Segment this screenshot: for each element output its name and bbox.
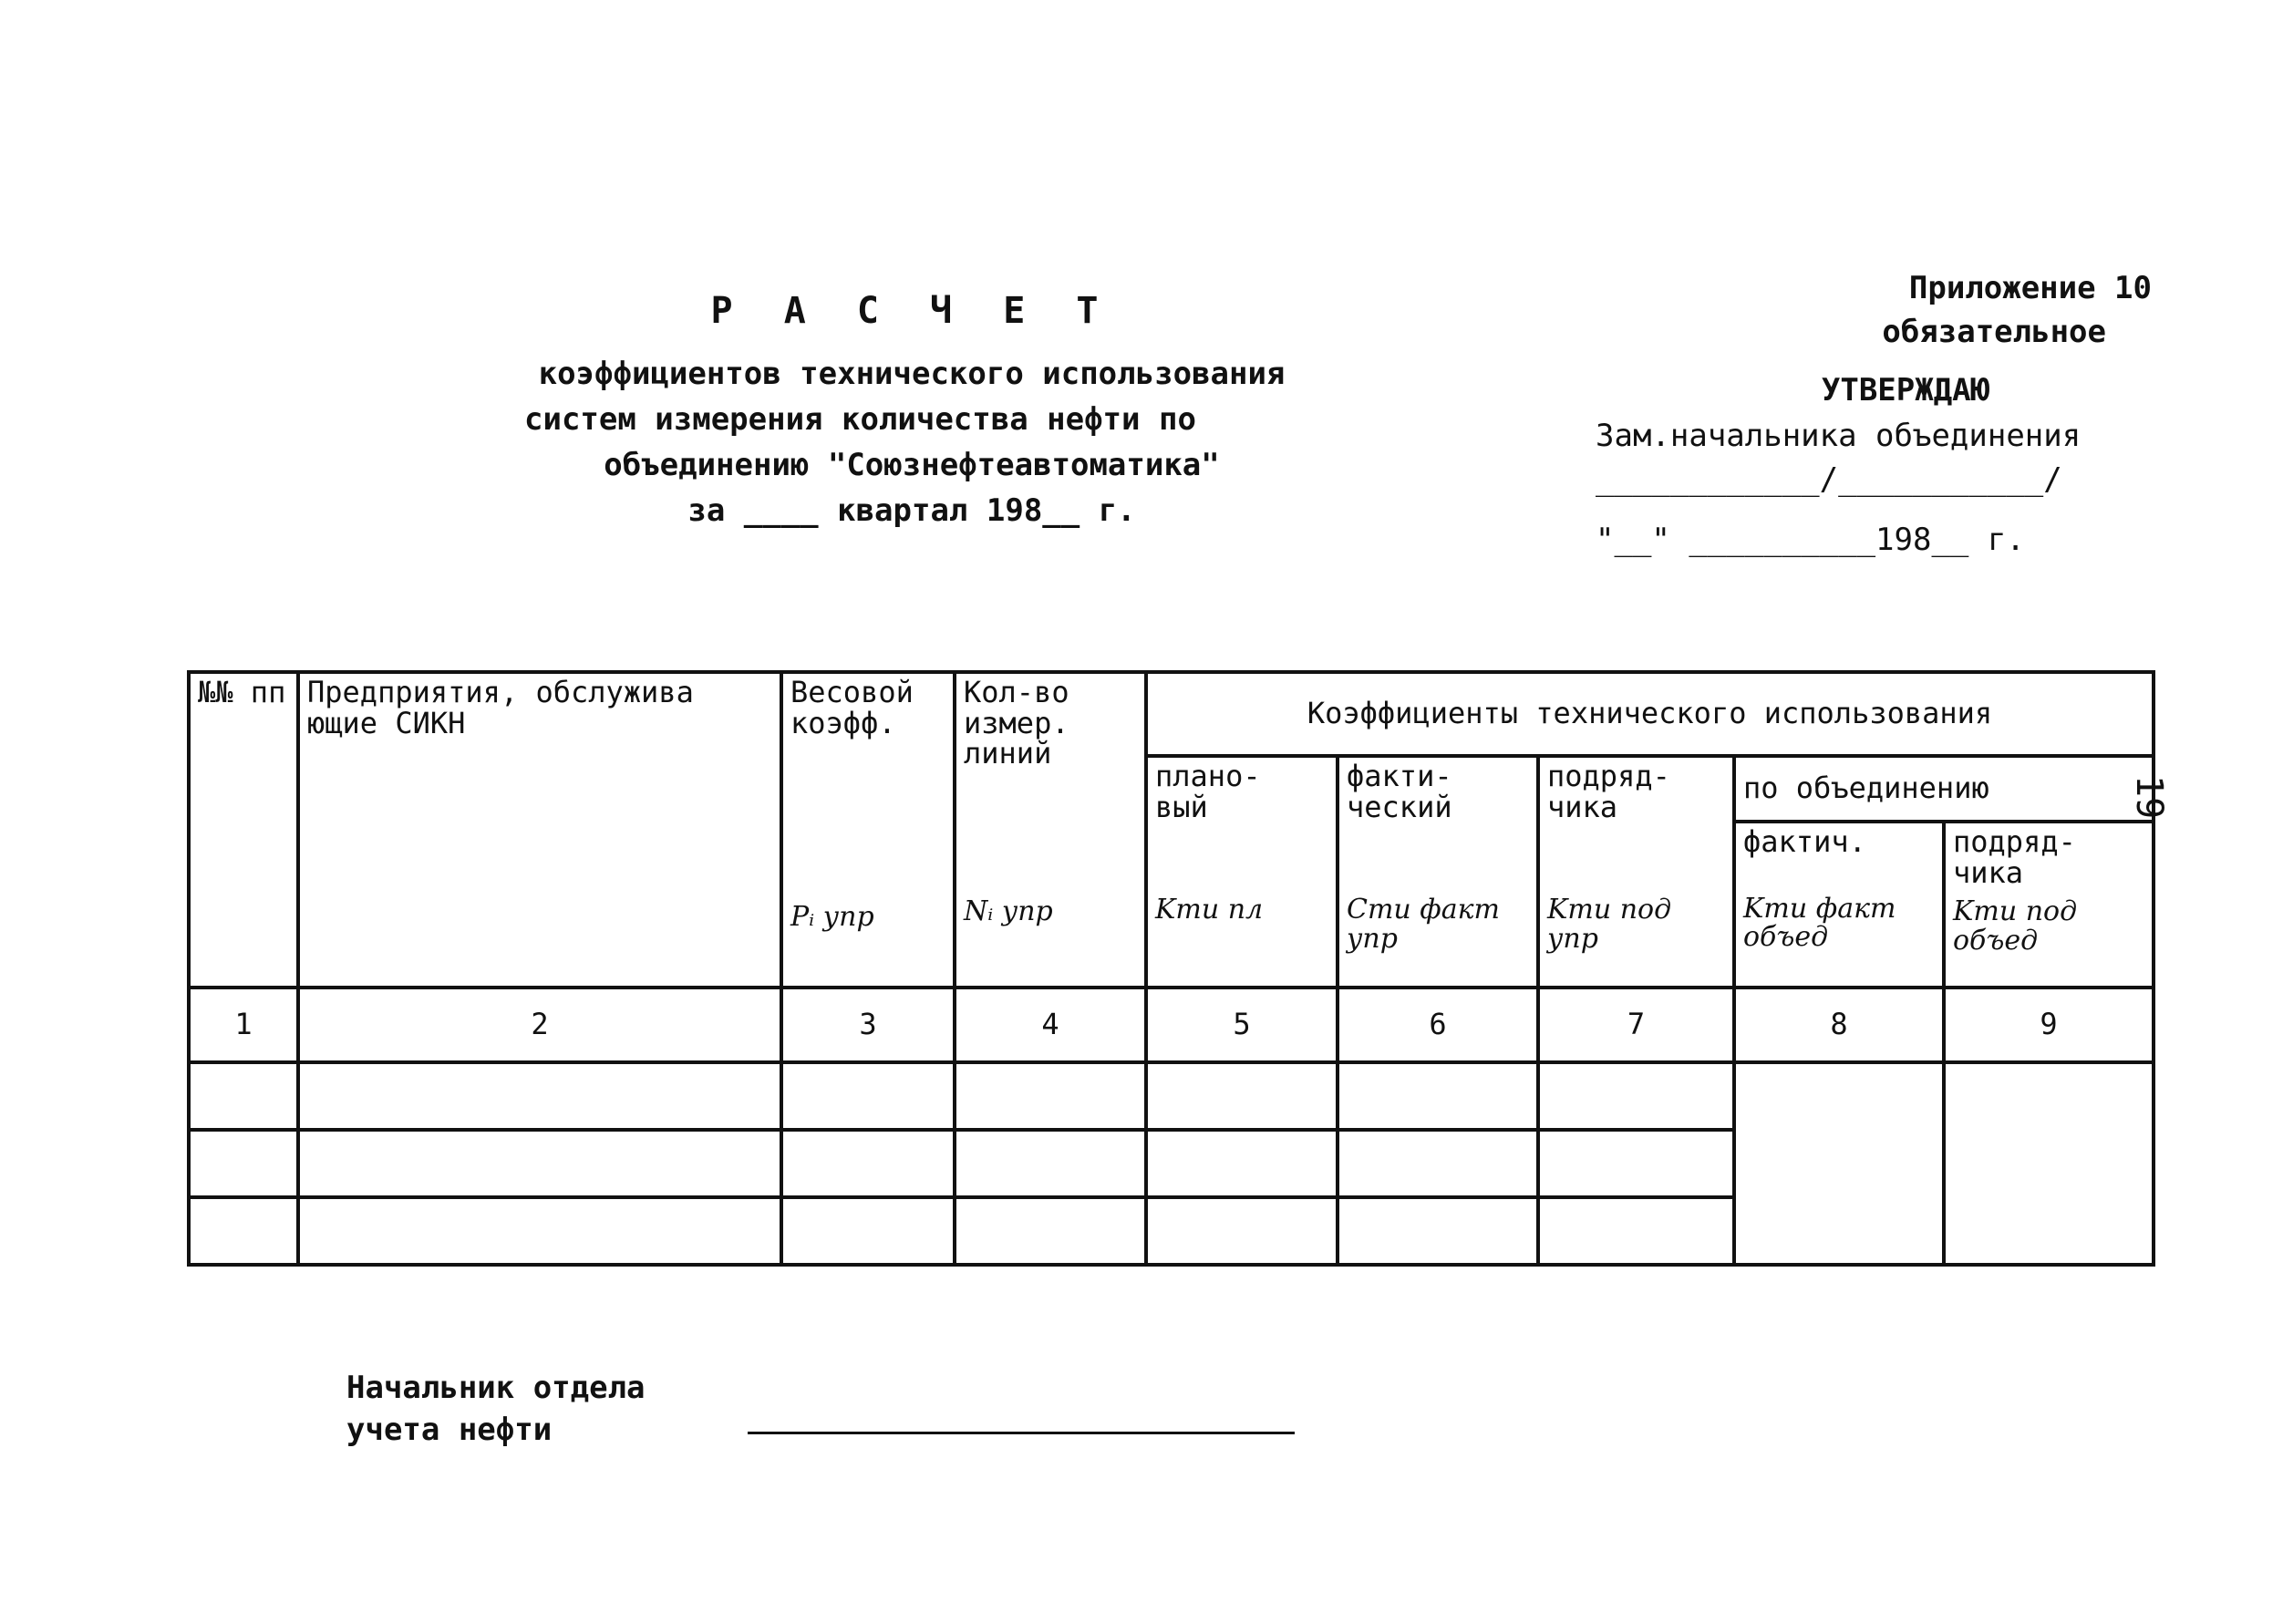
document-title: Р А С Ч Е Т	[710, 290, 1113, 332]
column-number-3: 3	[781, 988, 955, 1062]
table-cell	[1538, 1062, 1734, 1130]
header-contractor: подряд- чика Kти под упр	[1538, 756, 1734, 988]
approve-label: УТВЕРЖДАЮ	[1821, 372, 1990, 409]
column-number-5: 5	[1146, 988, 1338, 1062]
approval-date-line: "__" __________198__ г.	[1596, 522, 2025, 558]
subtitle-line-3: объединению "Союзнефтеавтоматика"	[604, 447, 1220, 483]
table-cell	[1146, 1197, 1338, 1265]
table-row	[189, 1062, 2154, 1130]
table-cell	[1538, 1130, 1734, 1197]
column-number-8: 8	[1734, 988, 1944, 1062]
header-enterprises: Предприятия, обслужива ющие СИКН	[298, 672, 781, 988]
table-cell	[781, 1197, 955, 1265]
table-cell	[1538, 1197, 1734, 1265]
table-cell	[189, 1062, 298, 1130]
approver-signature-line: ____________/___________/	[1596, 461, 2062, 498]
symbol-contractor: Kти под упр	[1547, 894, 1672, 955]
symbol-weight: Pᵢ упр	[790, 901, 874, 934]
table-cell	[1146, 1130, 1338, 1197]
column-number-9: 9	[1944, 988, 2154, 1062]
signatory-title: Начальник отдела учета нефти	[346, 1370, 646, 1448]
page-number: 19	[2128, 775, 2170, 820]
table-cell	[781, 1062, 955, 1130]
table-cell	[1338, 1062, 1538, 1130]
table-cell	[298, 1197, 781, 1265]
header-association-contractor: подряд- чика Kти под объед	[1944, 822, 2154, 988]
appendix-mandatory: обязательное	[1882, 314, 2106, 350]
table-cell	[955, 1130, 1146, 1197]
subtitle-line-4: за ____ квартал 198__ г.	[687, 492, 1136, 529]
symbol-actual: Cти факт упр	[1347, 894, 1500, 955]
header-actual: факти- ческий Cти факт упр	[1338, 756, 1538, 988]
signatory-signature-line	[748, 1432, 1295, 1434]
approver-title: Зам.начальника объединения	[1596, 418, 2082, 454]
header-line-count: Кол-во измер. линий Nᵢ упр	[955, 672, 1146, 988]
header-planned: плано- вый Kти пл	[1146, 756, 1338, 988]
column-number-6: 6	[1338, 988, 1538, 1062]
appendix-label: Приложение 10	[1908, 270, 2152, 306]
header-coefficients-group: Коэффициенты технического использования	[1146, 672, 2154, 756]
header-weight-coefficient: Весовой коэфф. Pᵢ упр	[781, 672, 955, 988]
symbol-planned: Kти пл	[1155, 894, 1264, 926]
table-cell	[1338, 1197, 1538, 1265]
table-cell	[955, 1197, 1146, 1265]
column-number-7: 7	[1538, 988, 1734, 1062]
table-cell	[955, 1062, 1146, 1130]
calculation-table	[187, 670, 2155, 1267]
subtitle-line-2: систем измерения количества нефти по	[524, 401, 1196, 438]
table-cell	[298, 1130, 781, 1197]
table-cell	[189, 1197, 298, 1265]
symbol-association-contractor: Kти под объед	[1953, 895, 2078, 957]
column-number-4: 4	[955, 988, 1146, 1062]
subtitle-line-1: коэффициентов технического использования	[538, 356, 1286, 392]
header-association-actual: фактич. Kти факт объед	[1734, 822, 1944, 988]
table-cell	[781, 1130, 955, 1197]
column-number-1: 1	[189, 988, 298, 1062]
table-cell-merged	[1944, 1062, 2154, 1265]
header-row-number: №№ пп	[189, 672, 298, 988]
symbol-line-count: Nᵢ упр	[964, 895, 1053, 927]
column-number-2: 2	[298, 988, 781, 1062]
symbol-association-actual: Kти факт объед	[1743, 892, 1896, 954]
table-cell	[1146, 1062, 1338, 1130]
header-by-association: по объединению	[1734, 756, 2154, 822]
table-cell-merged	[1734, 1062, 1944, 1265]
table-cell	[1338, 1130, 1538, 1197]
table-cell	[189, 1130, 298, 1197]
table-cell	[298, 1062, 781, 1130]
